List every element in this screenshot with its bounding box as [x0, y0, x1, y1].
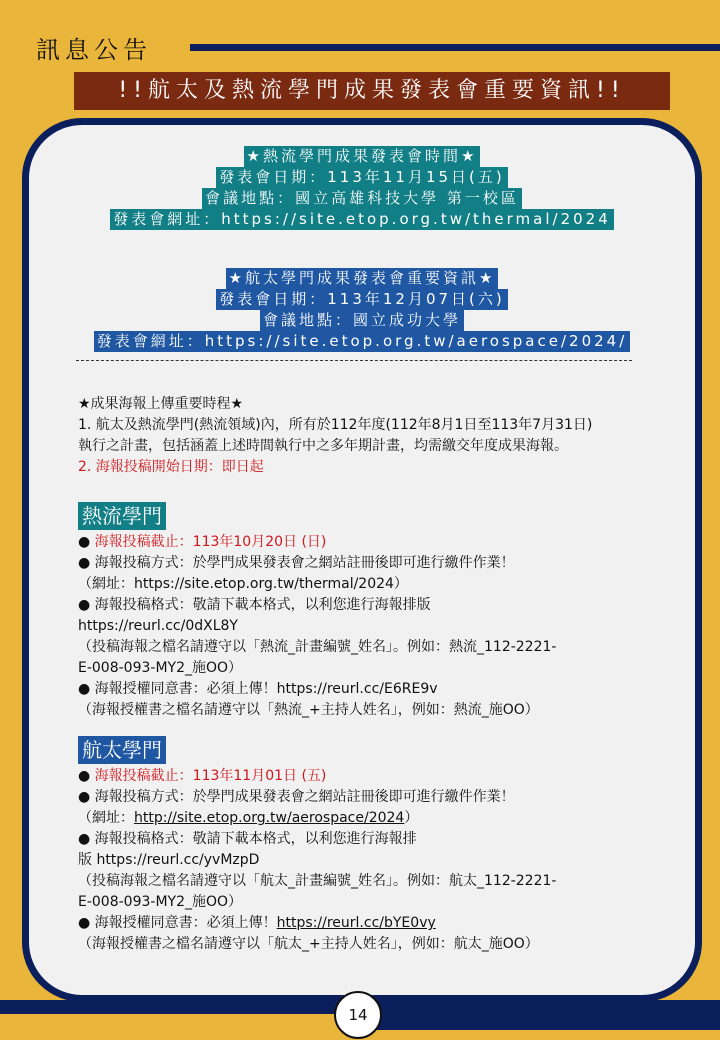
thermal-event-date: 發表會日期：113年11月15日(五): [216, 167, 508, 188]
schedule-item-1-line-2: 執行之計畫，包括涵蓋上述時間執行中之多年期計畫，均需繳交年度成果海報。: [78, 438, 568, 454]
bullet-icon: ●: [78, 534, 91, 550]
bullet-icon: ●: [78, 555, 91, 571]
footer-strip: [0, 1000, 340, 1014]
header-title: 訊息公告: [36, 36, 152, 64]
bullet-icon: ●: [78, 831, 91, 847]
bullet-icon: ●: [78, 597, 91, 613]
aero-format: ● 海報投稿格式：敬請下載本格式，以利您進行海報排: [78, 831, 417, 847]
dashed-divider: [76, 360, 632, 361]
bullet-icon: ●: [78, 681, 91, 697]
aero-event-title: ★航太學門成果發表會重要資訊★: [226, 268, 499, 289]
thermal-method: ● 海報投稿方式：於學門成果發表會之網站註冊後即可進行繳件作業！: [78, 555, 515, 571]
footer-cover: [0, 1014, 340, 1030]
aero-method: ● 海報投稿方式：於學門成果發表會之網站註冊後即可進行繳件作業！: [78, 789, 515, 805]
bullet-icon: ●: [78, 915, 91, 931]
thermal-filename-rule-2: E-008-093-MY2_施OO）: [78, 660, 243, 676]
schedule-block: [78, 394, 698, 478]
thermal-filename-rule-1: （投稿海報之檔名請遵守以「熱流_計畫編號_姓名」。例如：熱流_112-2221-: [78, 639, 557, 655]
aero-event-venue: 會議地點：國立成功大學: [260, 310, 464, 331]
thermal-event-url[interactable]: 發表會網址：https://site.etop.org.tw/thermal/2024: [110, 209, 614, 230]
aero-section-heading: 航太學門: [78, 736, 166, 764]
thermal-url[interactable]: （網址：https://site.etop.org.tw/thermal/2024）: [78, 576, 408, 592]
thermal-section-heading: 熱流學門: [78, 502, 166, 530]
header-rule: [190, 44, 720, 51]
thermal-consent: ● 海報授權同意書：必須上傳！https://reurl.cc/E6RE9v: [78, 681, 438, 697]
thermal-format: ● 海報投稿格式：敬請下載本格式，以利您進行海報排版: [78, 597, 431, 613]
aero-filename-rule-1: （投稿海報之檔名請遵守以「航太_計畫編號_姓名」。例如：航太_112-2221-: [78, 873, 557, 889]
aero-consent-link[interactable]: https://reurl.cc/bYE0vy: [276, 915, 436, 931]
schedule-item-1-line-1: 1. 航太及熱流學門(熱流領域)內，所有於112年度(112年8月1日至113年7月31日): [78, 417, 593, 433]
bullet-icon: ●: [78, 768, 91, 784]
aero-url-line: （網址：http://site.etop.org.tw/aerospace/2024）: [78, 810, 419, 826]
thermal-event-title: ★熱流學門成果發表會時間★: [244, 146, 481, 167]
thermal-deadline: ● 海報投稿截止：113年10月20日 (日): [78, 534, 327, 550]
aero-consent: ● 海報授權同意書：必須上傳！https://reurl.cc/bYE0vy: [78, 915, 436, 931]
thermal-event-box: [22, 146, 702, 230]
aero-url-link[interactable]: http://site.etop.org.tw/aerospace/2024: [134, 810, 405, 826]
page-header: [0, 0, 720, 64]
aero-format-link[interactable]: 版 https://reurl.cc/yvMzpD: [78, 852, 260, 868]
thermal-format-link[interactable]: https://reurl.cc/0dXL8Y: [78, 618, 238, 634]
aero-deadline: ● 海報投稿截止：113年11月01日 (五): [78, 768, 327, 784]
bullet-icon: ●: [78, 789, 91, 805]
aero-event-url[interactable]: 發表會網址：https://site.etop.org.tw/aerospace/2024/: [94, 331, 631, 352]
announcement-banner: !!航太及熱流學門成果發表會重要資訊!!: [74, 72, 670, 110]
aero-filename-rule-2: E-008-093-MY2_施OO）: [78, 894, 243, 910]
thermal-consent-rule: （海報授權書之檔名請遵守以「熱流_+主持人姓名」，例如：熱流_施OO）: [78, 702, 539, 718]
thermal-event-venue: 會議地點：國立高雄科技大學 第一校區: [202, 188, 522, 209]
aero-consent-rule: （海報授權書之檔名請遵守以「航太_+主持人姓名」，例如：航太_施OO）: [78, 936, 539, 952]
page-number: 14: [334, 991, 382, 1039]
schedule-title: ★成果海報上傳重要時程★: [78, 396, 244, 412]
schedule-item-2: 2. 海報投稿開始日期：即日起: [78, 459, 264, 475]
aero-event-box: [22, 268, 702, 352]
thermal-section: [78, 502, 698, 721]
aero-event-date: 發表會日期：113年12月07日(六): [216, 289, 508, 310]
aero-section: [78, 736, 698, 955]
